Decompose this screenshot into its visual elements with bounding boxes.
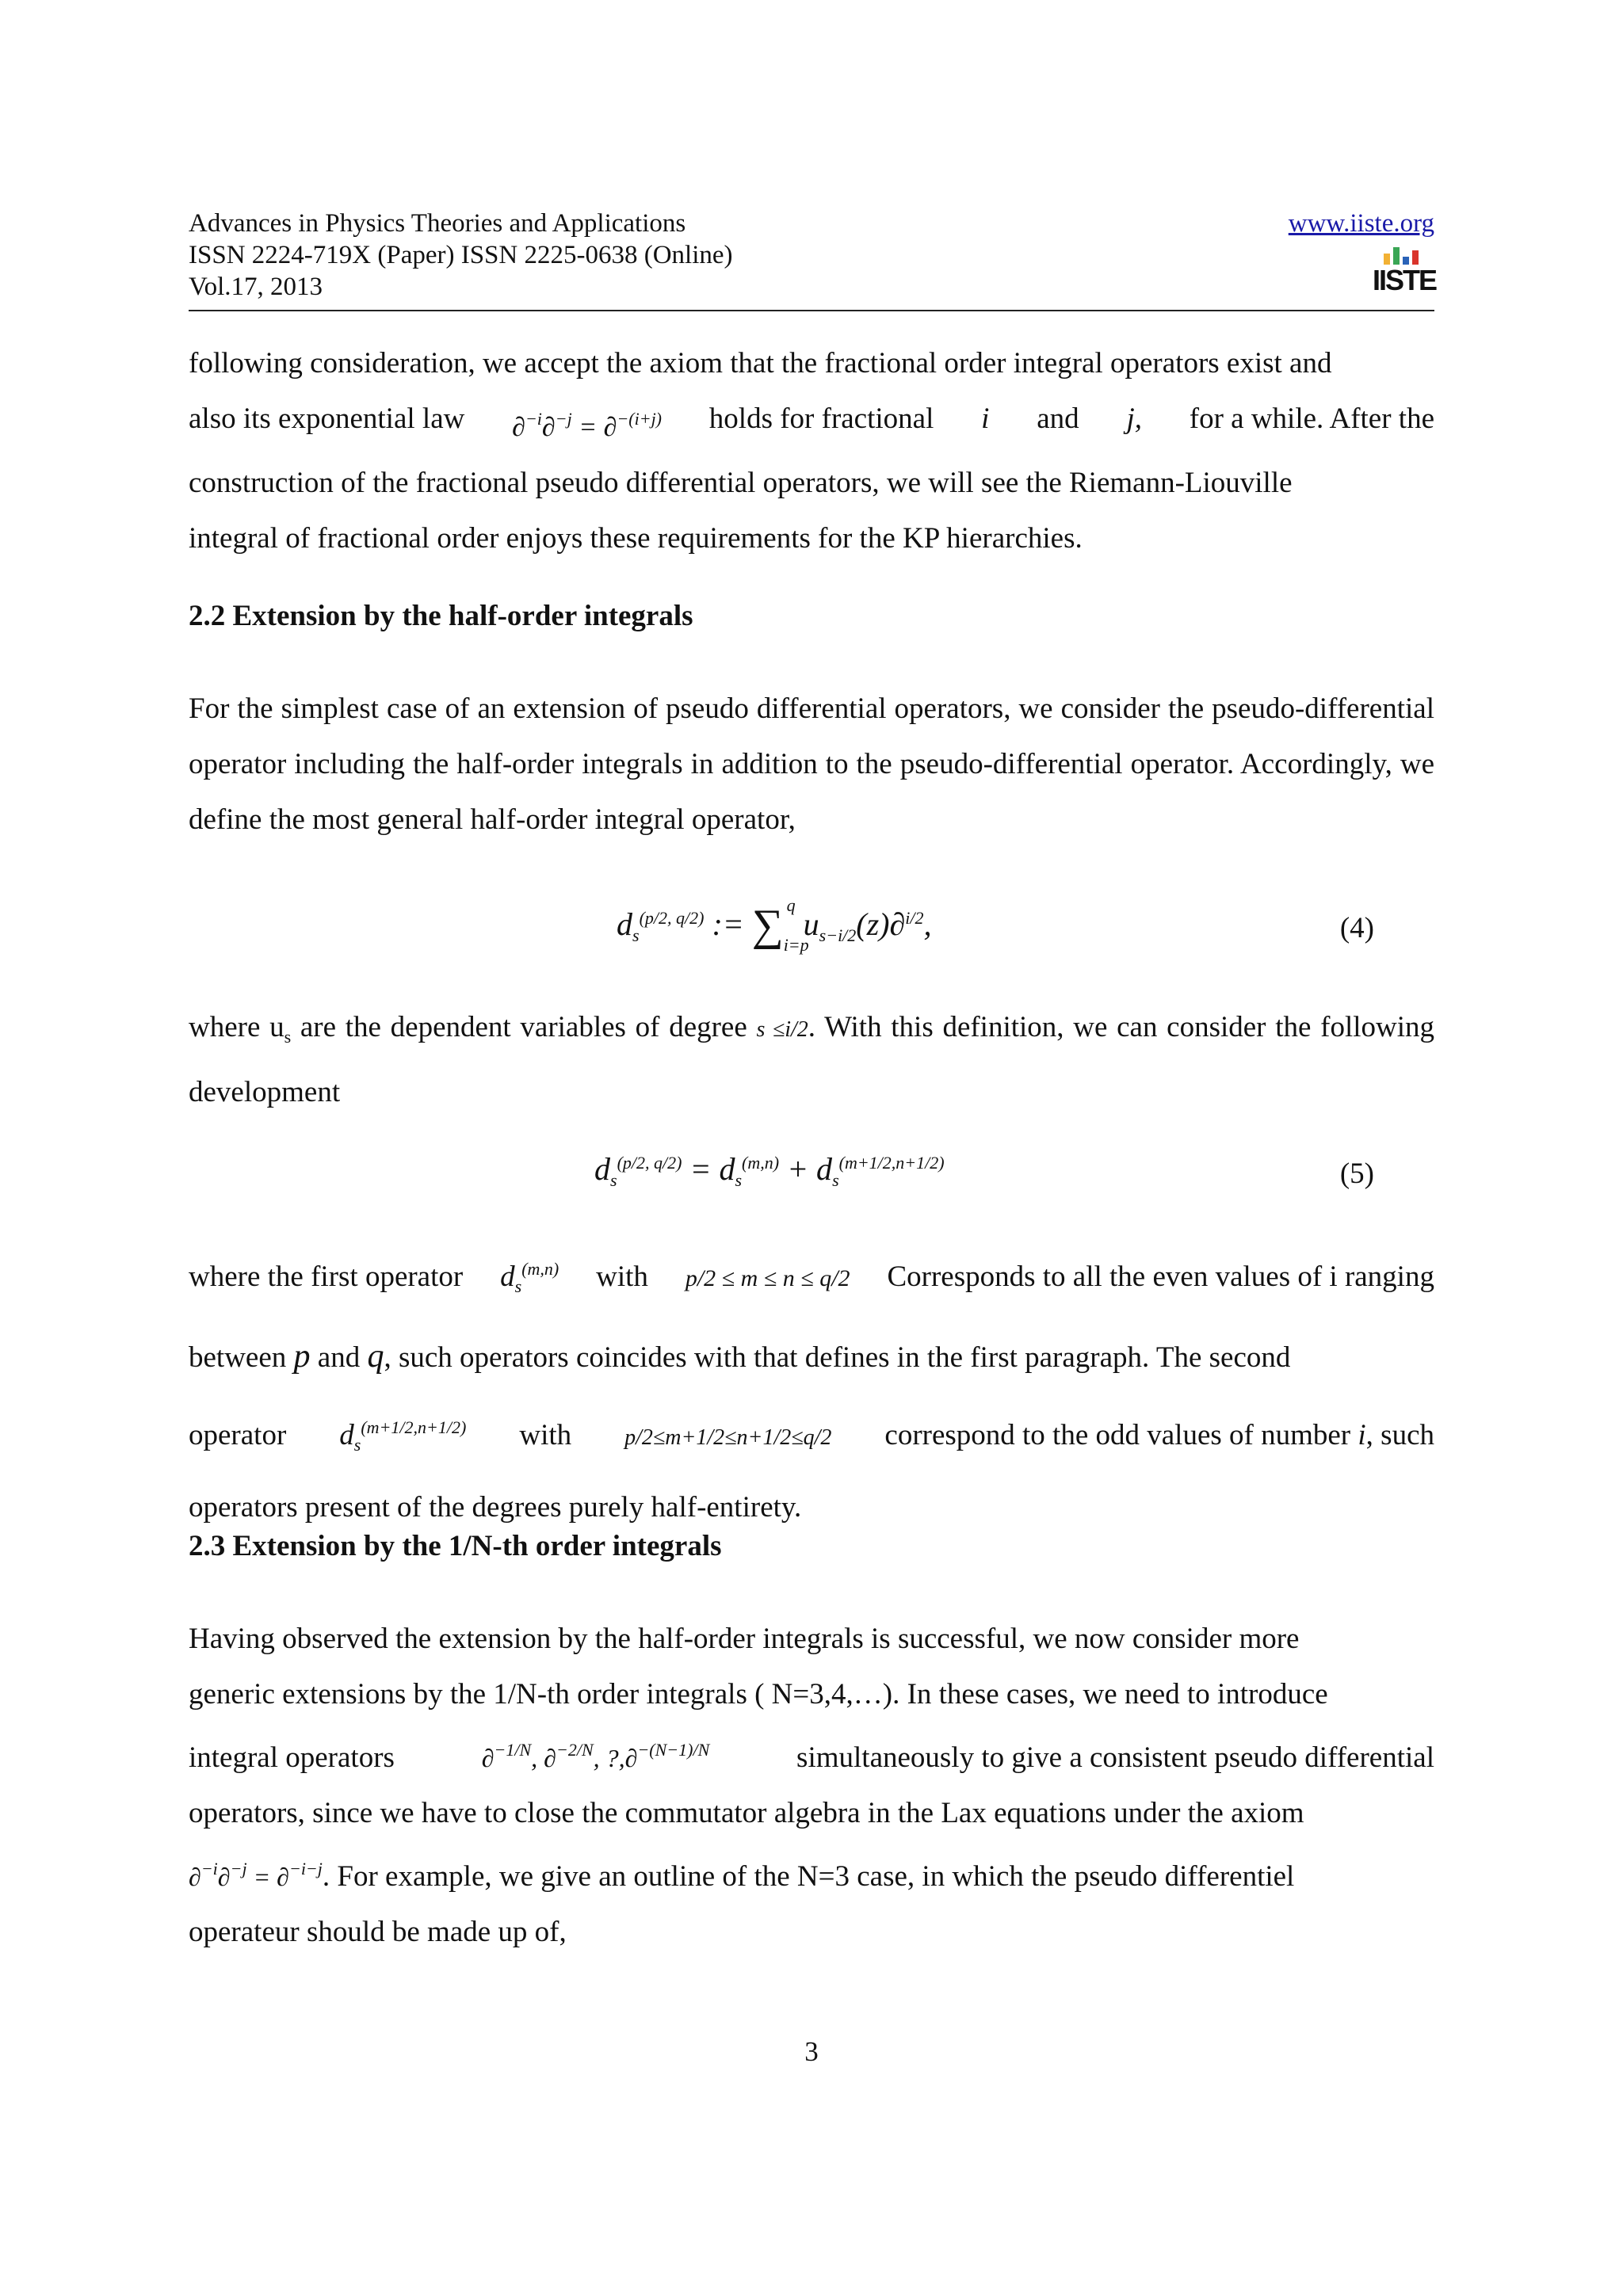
odd-inequality: p/2≤m+1/2≤n+1/2≤q/2 bbox=[624, 1425, 832, 1450]
s23-line-1: Having observed the extension by the half-order integrals is successful, we now consider more bbox=[189, 1623, 1300, 1655]
logo-bar-1 bbox=[1384, 254, 1390, 265]
operator-d-mn: $d_s^{(m,n)}$ bbox=[500, 1259, 559, 1296]
equation-4-number: (4) bbox=[1339, 912, 1374, 944]
operator-d-half: $d_s^{(m+1/2,n+1/2)}$ bbox=[339, 1417, 467, 1455]
section-2-3-paragraph bbox=[189, 1611, 1434, 1960]
section-2-2-paragraph-2: where $u_s$ are the dependent variables of degree s ≤i/2. With this definition, we can consider the following development bbox=[189, 1011, 1435, 1108]
s23-line-6: operateur should be made up of, bbox=[189, 1916, 567, 1948]
header-right bbox=[1289, 208, 1434, 239]
website-link[interactable]: www.iiste.org bbox=[1288, 209, 1434, 238]
degree-formula: s ≤i/2 bbox=[756, 1017, 808, 1042]
even-inequality: p/2 ≤ m ≤ n ≤ q/2 bbox=[685, 1265, 850, 1291]
s23-line-5: ∂$^{-i}$∂$^{-j}$ = ∂$^{-i-j}$. For example, we give an outline of the N=3 case, in which the pseudo differentiel bbox=[189, 1859, 1295, 1893]
intro-line-2: also its exponential law ∂$^{-i}$∂$^{-j}$ = ∂$^{-(i+j)}$ holds for fractional i and j, for a while. After the bbox=[189, 391, 1434, 456]
axiom-formula: ∂$^{-i}$∂$^{-j}$ = ∂$^{-i-j}$ bbox=[189, 1859, 323, 1891]
s23-line-4: operators, since we have to close the commutator algebra in the Lax equations under the axiom bbox=[189, 1797, 1304, 1829]
s23-line-3: integral operators ∂$^{-1/N}$, ∂$^{-2/N}$, ?,∂$^{-(N-1)/N}$ simultaneously to give a consistent pseudo differential bbox=[189, 1722, 1434, 1786]
p3-line-4: operators present of the degrees purely half-entirety. bbox=[189, 1491, 802, 1524]
s23-line-2: generic extensions by the 1/N-th order integrals ( N=3,4,…). In these cases, we need to introduce bbox=[189, 1678, 1328, 1711]
logo-bar-4 bbox=[1412, 250, 1419, 265]
section-2-2-heading: 2.2 Extension by the half-order integrals bbox=[189, 600, 693, 632]
journal-header bbox=[189, 208, 1437, 309]
logo-bars bbox=[1373, 247, 1430, 265]
section-2-2-paragraph-3 bbox=[189, 1234, 1434, 1535]
intro-line-3: construction of the fractional pseudo differential operators, we will see the Riemann-Liouville bbox=[189, 467, 1293, 499]
page-number: 3 bbox=[804, 2036, 819, 2067]
journal-volume: Vol.17, 2013 bbox=[189, 273, 323, 301]
journal-info bbox=[189, 208, 733, 303]
equation-5: $d_s^{(p/2, q/2)} = d_s^{(m,n)} + d_s^{(m+1/2,n+1/2)}$ bbox=[594, 1151, 945, 1190]
equation-5-number: (5) bbox=[1339, 1158, 1374, 1190]
section-2-2-paragraph-1: For the simplest case of an extension of pseudo differential operators, we consider the pseudo-differential operator including the half-order integrals in addition to the pseudo-differential operator. Accordingly, we define the most general half-order integral operator, bbox=[189, 692, 1434, 836]
intro-paragraph bbox=[189, 336, 1434, 566]
intro-line-4: integral of fractional order enjoys these requirements for the KP hierarchies. bbox=[189, 522, 1083, 555]
logo-text: IISTE bbox=[1373, 264, 1437, 296]
iiste-logo bbox=[1373, 247, 1437, 298]
exponential-law-formula: ∂$^{-i}$∂$^{-j}$ = ∂$^{-(i+j)}$ bbox=[512, 409, 663, 442]
p3-line-1: where the first operator $d_s^{(m,n)}$ with p/2 ≤ m ≤ n ≤ q/2 Corresponds to all the even values of i ranging bbox=[189, 1234, 1434, 1322]
header-rule bbox=[189, 310, 1434, 311]
equation-4: $d_s^{(p/2, q/2)}$ := $\sum_{i=p}^q$ $u_{s-i/2}(z)\partial^{i/2}$, bbox=[617, 895, 932, 955]
logo-bar-2 bbox=[1393, 247, 1400, 265]
journal-issn: ISSN 2224-719X (Paper) ISSN 2225-0638 (Online) bbox=[189, 241, 733, 269]
p3-line-2: between p and q, such operators coincides with that defines in the first paragraph. The second bbox=[189, 1338, 1291, 1375]
section-2-3-heading: 2.3 Extension by the 1/N-th order integrals bbox=[189, 1530, 722, 1562]
journal-title: Advances in Physics Theories and Applications bbox=[189, 209, 686, 238]
p3-line-3: operator $d_s^{(m+1/2,n+1/2)}$ with p/2≤m+1/2≤n+1/2≤q/2 correspond to the odd values of number i, such bbox=[189, 1393, 1434, 1480]
fractional-integral-operators: ∂$^{-1/N}$, ∂$^{-2/N}$, ?,∂$^{-(N-1)/N}$ bbox=[481, 1740, 710, 1772]
intro-line-1: following consideration, we accept the axiom that the fractional order integral operators exist and bbox=[189, 347, 1332, 379]
